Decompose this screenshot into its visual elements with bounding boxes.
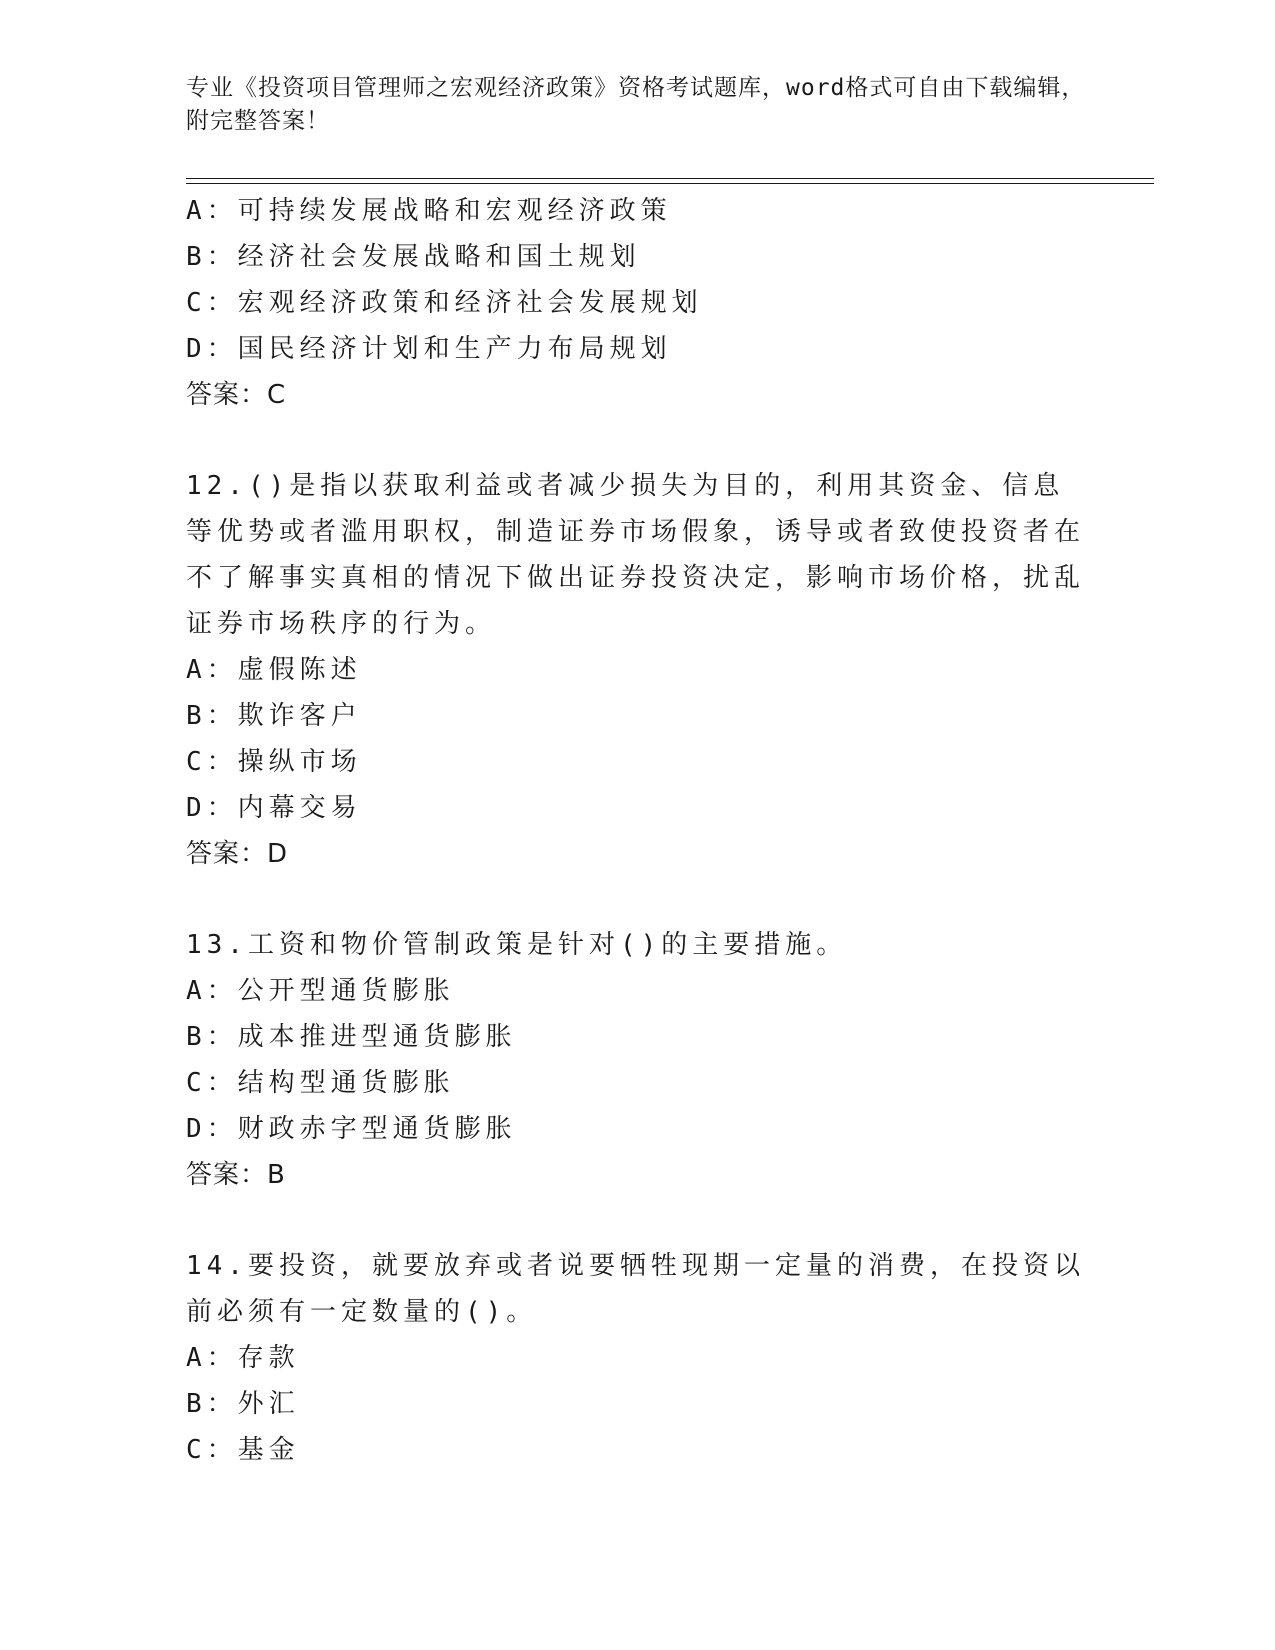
option-b: B：欺诈客户 xyxy=(186,701,362,731)
question-list xyxy=(186,188,1086,1473)
option-d: D：财政赤字型通货膨胀 xyxy=(186,1114,517,1144)
question-stem: 13.工资和物价管制政策是针对()的主要措施。 xyxy=(186,930,848,960)
question-13 xyxy=(186,922,1086,1198)
question-12 xyxy=(186,463,1086,877)
question-14 xyxy=(186,1243,1086,1473)
question-stem: 12.()是指以获取利益或者减少损失为目的，利用其资金、信息等优势或者滥用职权，制造证券市场假象，诱导或者致使投资者在不了解事实真相的情况下做出证券投资决定，影响市场价格，扰乱证券市场秩序的行为。 xyxy=(186,471,1086,639)
question-11 xyxy=(186,188,1086,418)
option-a: A：公开型通货膨胀 xyxy=(186,976,455,1006)
option-c: C：宏观经济政策和经济社会发展规划 xyxy=(186,288,703,318)
option-b: B：外汇 xyxy=(186,1389,300,1419)
option-d: D：国民经济计划和生产力布局规划 xyxy=(186,334,672,364)
option-d: D：内幕交易 xyxy=(186,793,362,823)
option-b: B：经济社会发展战略和国土规划 xyxy=(186,242,641,272)
option-c: C：结构型通货膨胀 xyxy=(186,1068,455,1098)
answer-line: 答案：B xyxy=(186,1160,286,1190)
option-a: A：可持续发展战略和宏观经济政策 xyxy=(186,196,672,226)
option-b: B：成本推进型通货膨胀 xyxy=(186,1022,517,1052)
option-c: C：操纵市场 xyxy=(186,747,362,777)
question-stem: 14.要投资，就要放弃或者说要牺牲现期一定量的消费，在投资以前必须有一定数量的()。 xyxy=(186,1251,1085,1327)
spacer xyxy=(186,1198,1086,1243)
header-rule-top xyxy=(186,178,1154,179)
answer-line: 答案：D xyxy=(186,839,289,869)
header-rule-bottom xyxy=(186,183,1154,184)
option-a: A：虚假陈述 xyxy=(186,655,362,685)
document-intro: 专业《投资项目管理师之宏观经济政策》资格考试题库，word格式可自由下载编辑，附完整答案！ xyxy=(186,75,1086,134)
answer-line: 答案：C xyxy=(186,380,287,410)
spacer xyxy=(186,877,1086,922)
option-a: A：存款 xyxy=(186,1343,300,1373)
option-c: C：基金 xyxy=(186,1435,300,1465)
spacer xyxy=(186,418,1086,463)
